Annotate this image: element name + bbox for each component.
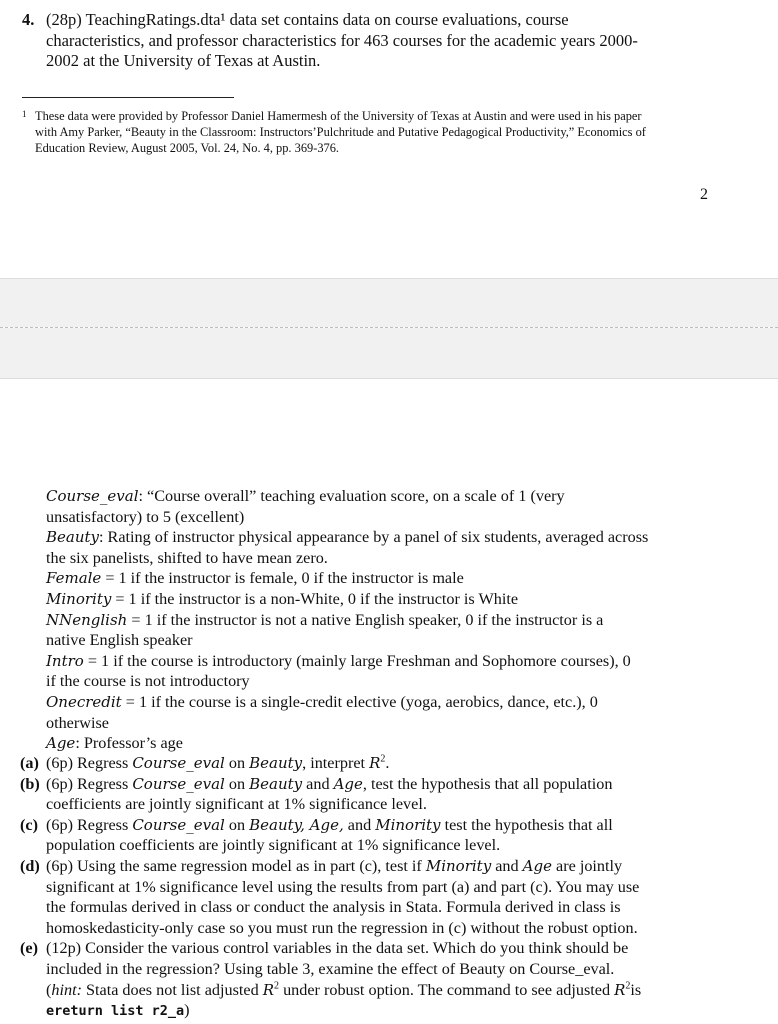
stata-command: ereturn list r2_a (46, 1003, 185, 1020)
question-e: (e) (12p) Consider the various control variables in the data set. Which do you think should be included in the regression? Using table 3, examine the effect of Beauty on Course_eval. (hint: Stata does not list adjusted $R^2$ under robust option. The command to see adjusted $R^2is$ ereturn list r2_a) (20, 939, 642, 1020)
def-age: Age: Professor’s age (46, 734, 183, 753)
def-onecredit: Onecredit = 1 if the course is a single-credit elective (yoga, aerobics, dance, etc.), 0 (46, 692, 598, 711)
def-nnenglish-cont: native English speaker (46, 631, 193, 650)
variable-definitions (46, 486, 736, 754)
def-course-eval-cont: unsatisfactory) to 5 (excellent) (46, 507, 245, 526)
footnote-line-2: with Amy Parker, “Beauty in the Classroom: Instructors’Pulchritude and Putative Pedagogical Productivity,” Economics of (35, 125, 646, 139)
question-label: (e) (20, 939, 38, 958)
page-break-bottom (0, 328, 778, 379)
def-minority: Minority = 1 if the instructor is a non-White, 0 if the instructor is White (46, 589, 519, 608)
def-course-eval: Course_eval: “Course overall” teaching evaluation score, on a scale of 1 (very (46, 487, 565, 505)
question-number: 4. (22, 10, 35, 29)
question-4 (22, 10, 722, 72)
def-intro: Intro = 1 if the course is introductory (mainly large Freshman and Sophomore courses), 0 (46, 651, 631, 670)
def-beauty-cont: the six panelists, shifted to have mean zero. (46, 548, 328, 567)
page-number: 2 (700, 186, 708, 203)
question-b: (b) (6p) Regress Course_eval on Beauty and Age, test the hypothesis that all population coefficients are jointly significant at 1% significance level. (20, 774, 613, 814)
footnote-rule (22, 97, 234, 98)
question-label: (c) (20, 815, 38, 834)
question-label: (d) (20, 856, 40, 875)
question-d: (d) (6p) Using the same regression model as in part (c), test if Minority and Age are jointly significant at 1% significance level using the results from part (a) and part (c). You may use the formulas derived in class or conduct the analysis in Stata. Formula derived in class is homoskedasticity-only case so you must run the regression in (c) without the robust option. (20, 856, 640, 937)
sub-questions (20, 753, 740, 1022)
footnote (22, 108, 702, 156)
page-break-top (0, 278, 778, 327)
def-female: Female = 1 if the instructor is female, 0 if the instructor is male (46, 569, 464, 588)
def-nnenglish: NNenglish = 1 if the instructor is not a native English speaker, 0 if the instructor is a (46, 610, 604, 629)
footnote-line-1: These data were provided by Professor Daniel Hamermesh of the University of Texas at Austin and were used in his paper (35, 109, 642, 123)
question-4-line-3: 2002 at the University of Texas at Austin. (46, 51, 321, 70)
question-c: (c) (6p) Regress Course_eval on Beauty, Age, and Minority test the hypothesis that all population coefficients are jointly significant at 1% significance level. (20, 815, 613, 855)
def-onecredit-cont: otherwise (46, 713, 109, 732)
question-label: (a) (20, 754, 39, 772)
def-beauty: Beauty: Rating of instructor physical appearance by a panel of six students, averaged across (46, 528, 649, 547)
question-a: (a) (6p) Regress Course_eval on Beauty, interpret $R^2$. (20, 753, 390, 772)
question-label: (b) (20, 774, 40, 793)
def-intro-cont: if the course is not introductory (46, 672, 250, 691)
question-4-line-2: characteristics, and professor characteristics for 463 courses for the academic years 2000- (46, 30, 638, 50)
footnote-marker: 1 (22, 109, 27, 119)
footnote-line-3: Education Review, August 2005, Vol. 24, No. 4, pp. 369-376. (35, 141, 340, 155)
question-4-line-1: (28p) TeachingRatings.dta¹ data set contains data on course evaluations, course (46, 10, 569, 29)
